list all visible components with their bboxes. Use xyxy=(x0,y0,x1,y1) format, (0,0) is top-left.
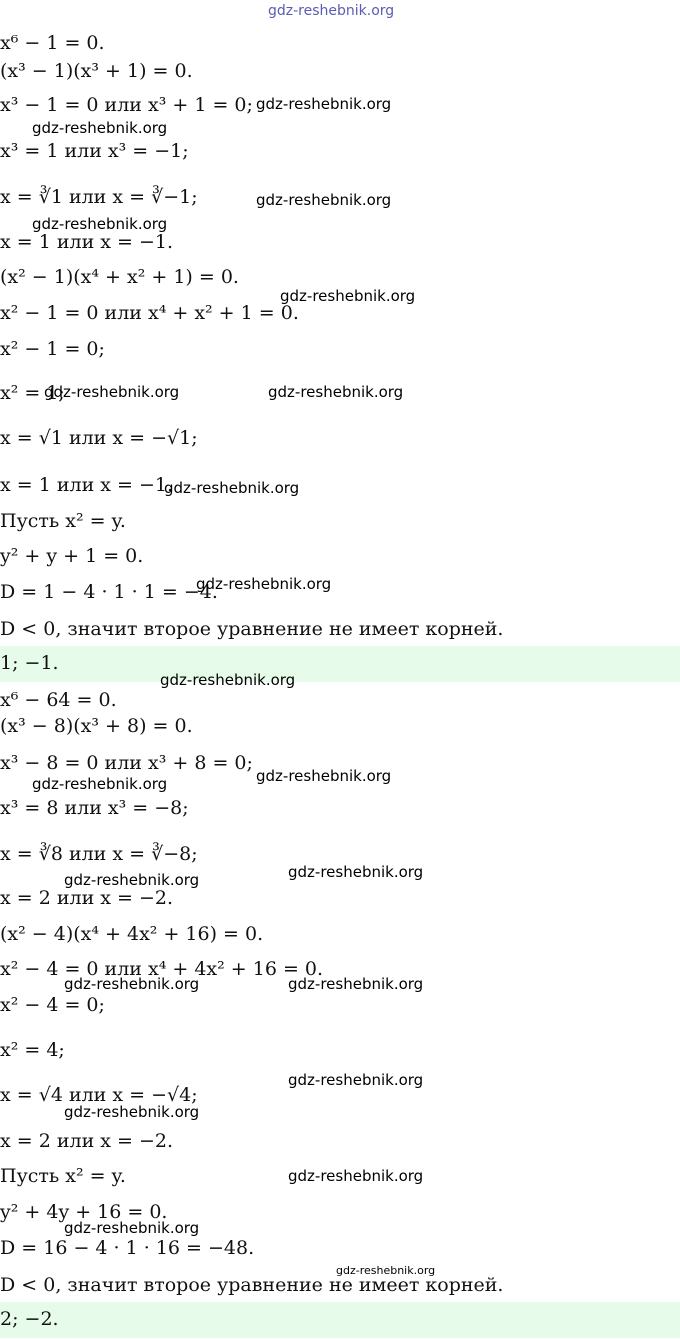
answer-text: 1; −1. xyxy=(0,652,59,674)
watermark: gdz-reshebnik.org xyxy=(280,287,416,305)
equation-line: x² − 4 = 0; xyxy=(0,994,105,1016)
equation-line: x = √4 или x = −√4; xyxy=(0,1084,198,1106)
watermark: gdz-reshebnik.org xyxy=(288,1167,424,1185)
equation-line: x = ∛1 или x = ∛−1; xyxy=(0,186,198,208)
watermark: gdz-reshebnik.org xyxy=(288,1071,424,1089)
equation-line: x² = 4; xyxy=(0,1039,65,1061)
answer-text: 2; −2. xyxy=(0,1308,59,1330)
equation-line: x³ − 1 = 0 или x³ + 1 = 0; xyxy=(0,94,253,116)
equation-line: x = 1 или x = −1. xyxy=(0,474,174,496)
watermark: gdz-reshebnik.org xyxy=(64,871,200,889)
equation-line: D < 0, значит второе уравнение не имеет корней. xyxy=(0,618,504,640)
watermark: gdz-reshebnik.org xyxy=(44,383,180,401)
watermark: gdz-reshebnik.org xyxy=(64,1219,200,1237)
watermark: gdz-reshebnik.org xyxy=(196,575,332,593)
equation-line: x³ = 1 или x³ = −1; xyxy=(0,140,189,162)
watermark: gdz-reshebnik.org xyxy=(32,215,168,233)
equation-line: x⁶ − 64 = 0. xyxy=(0,689,117,711)
watermark: gdz-reshebnik.org xyxy=(64,975,200,993)
answer-box xyxy=(0,1302,680,1338)
watermark: gdz-reshebnik.org xyxy=(32,775,168,793)
equation-line: x³ = 8 или x³ = −8; xyxy=(0,797,189,819)
equation-line: (x² − 1)(x⁴ + x² + 1) = 0. xyxy=(0,266,239,288)
watermark: gdz-reshebnik.org xyxy=(268,383,404,401)
watermark: gdz-reshebnik.org xyxy=(256,191,392,209)
equation-line: x³ − 8 = 0 или x³ + 8 = 0; xyxy=(0,752,253,774)
equation-line: x = 2 или x = −2. xyxy=(0,1130,174,1152)
equation-line: D < 0, значит второе уравнение не имеет корней. xyxy=(0,1274,504,1296)
answer-box xyxy=(0,646,680,682)
equation-line: x² − 1 = 0; xyxy=(0,338,105,360)
watermark: gdz-reshebnik.org xyxy=(64,1103,200,1121)
watermark-top: gdz-reshebnik.org xyxy=(268,3,395,19)
equation-line: x⁶ − 1 = 0. xyxy=(0,32,105,54)
watermark: gdz-reshebnik.org xyxy=(288,863,424,881)
equation-line: x² − 1 = 0 или x⁴ + x² + 1 = 0. xyxy=(0,302,299,324)
watermark: gdz-reshebnik.org xyxy=(336,1264,436,1277)
equation-line: (x³ − 1)(x³ + 1) = 0. xyxy=(0,60,193,82)
watermark: gdz-reshebnik.org xyxy=(256,95,392,113)
equation-line: x = ∛8 или x = ∛−8; xyxy=(0,843,198,865)
equation-line: (x³ − 8)(x³ + 8) = 0. xyxy=(0,715,193,737)
equation-line: x² = 1; xyxy=(0,382,65,404)
watermark: gdz-reshebnik.org xyxy=(160,671,296,689)
equation-line: D = 1 − 4 · 1 · 1 = −4. xyxy=(0,581,218,603)
watermark: gdz-reshebnik.org xyxy=(32,119,168,137)
equation-line: Пусть x² = y. xyxy=(0,510,126,532)
equation-line: x = 2 или x = −2. xyxy=(0,887,174,909)
equation-line: y² + 4y + 16 = 0. xyxy=(0,1201,168,1223)
equation-line: D = 16 − 4 · 1 · 16 = −48. xyxy=(0,1237,255,1259)
watermark: gdz-reshebnik.org xyxy=(288,975,424,993)
equation-line: Пусть x² = y. xyxy=(0,1165,126,1187)
watermark: gdz-reshebnik.org xyxy=(256,767,392,785)
watermark: gdz-reshebnik.org xyxy=(164,479,300,497)
equation-line: (x² − 4)(x⁴ + 4x² + 16) = 0. xyxy=(0,923,264,945)
equation-line: x = 1 или x = −1. xyxy=(0,231,174,253)
equation-line: x = √1 или x = −√1; xyxy=(0,427,198,449)
equation-line: y² + y + 1 = 0. xyxy=(0,545,144,567)
equation-line: x² − 4 = 0 или x⁴ + 4x² + 16 = 0. xyxy=(0,958,324,980)
